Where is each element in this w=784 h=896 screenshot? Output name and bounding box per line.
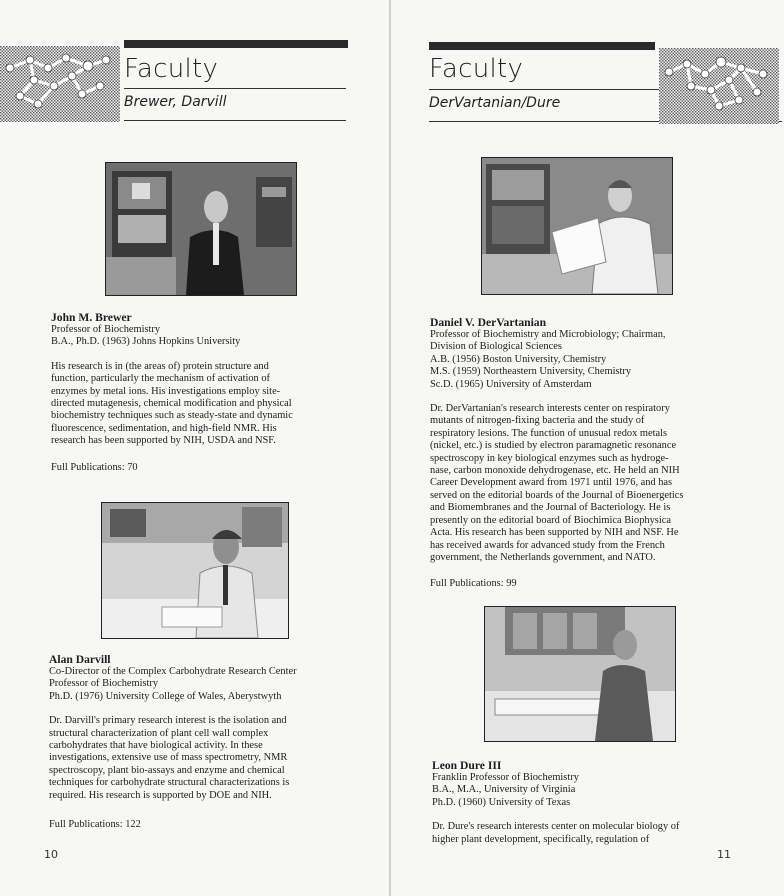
credential-line: Professor of Biochemistry bbox=[51, 324, 161, 335]
bio-line: Dr. Darvill's primary research interest is the isolation and bbox=[49, 715, 287, 727]
bio-line: nase, carbon monoxide dehydrogenase, etc. He held an NIH bbox=[430, 465, 680, 477]
header-rule-bottom bbox=[124, 120, 346, 121]
faculty-entry-brewer bbox=[51, 311, 371, 448]
bio-line: techniques for carbohydrate structural characterizations is bbox=[49, 777, 290, 789]
bio-line: Dr. Dure's research interests center on molecular biology of bbox=[432, 821, 680, 833]
credential-line: Professor of Biochemistry and Microbiology; Chairman, bbox=[430, 329, 666, 340]
photo-daniel-dervartanian bbox=[481, 157, 673, 295]
credential-line: Ph.D. (1976) University College of Wales, Aberystwyth bbox=[49, 690, 282, 702]
bio-line: Acta. His research has been supported by NIH and NSF. He bbox=[430, 527, 679, 539]
header-bar bbox=[124, 40, 348, 48]
credential-line: Franklin Professor of Biochemistry bbox=[432, 772, 579, 783]
bio-line: higher plant development, specifically, regulation of bbox=[432, 833, 650, 845]
faculty-name: Daniel V. DerVartanian bbox=[430, 316, 547, 329]
credential-line: Division of Biological Sciences bbox=[430, 341, 562, 353]
bio-line: required. His research is supported by DOE and NIH. bbox=[49, 789, 272, 801]
photo-leon-dure bbox=[484, 606, 676, 742]
bio-line: has received awards for advanced study from the French bbox=[430, 539, 665, 551]
molecule-logo bbox=[0, 46, 120, 122]
left-page bbox=[0, 0, 390, 896]
header-title: Faculty bbox=[124, 54, 219, 84]
bio-line: presently on the editorial board of Biochimica Biophysica bbox=[430, 514, 671, 526]
header-title: Faculty bbox=[429, 54, 524, 84]
bio-line: served on the editorial boards of the Journal of Bioenergetics bbox=[430, 489, 684, 501]
page-number: 11 bbox=[717, 848, 731, 861]
faculty-name: Alan Darvill bbox=[49, 653, 111, 666]
credential-line: Professor of Biochemistry bbox=[49, 678, 159, 690]
bio-line: biochemistry techniques such as steady-state and dynamic bbox=[51, 410, 293, 422]
publication-count: Full Publications: 99 bbox=[430, 578, 517, 589]
bio-line: enzymes by metal ions. His investigations employ site- bbox=[51, 385, 281, 397]
molecule-logo bbox=[659, 48, 779, 124]
bio-line: spectroscopy, plant bio-assays and enzyme and chemical bbox=[49, 764, 285, 776]
bio-line: carbohydrates that have biological activity. In these bbox=[49, 740, 263, 752]
bio-line: Dr. DerVartanian's research interests center on respiratory bbox=[430, 403, 670, 415]
faculty-entry-darvill bbox=[49, 653, 379, 802]
faculty-name: Leon Dure III bbox=[432, 759, 502, 772]
page-number: 10 bbox=[44, 848, 58, 861]
research-paragraph bbox=[49, 715, 379, 802]
credential-line: B.A., M.A., University of Virginia bbox=[432, 784, 576, 796]
credential-line: Sc.D. (1965) University of Amsterdam bbox=[430, 378, 592, 390]
credential-line: B.A., Ph.D. (1963) Johns Hopkins University bbox=[51, 336, 241, 348]
bio-line: Career Development award from 1971 until 1976, and has bbox=[430, 477, 673, 489]
research-paragraph bbox=[51, 361, 371, 448]
credential-line: Co-Director of the Complex Carbohydrate Research Center bbox=[49, 666, 297, 677]
bio-line: (nickel, etc.) is studied by electron paramagnetic resonance bbox=[430, 440, 677, 452]
header-rule-top bbox=[124, 88, 346, 89]
bio-line: directed mutagenesis, chemical modification and physical bbox=[51, 398, 292, 410]
photo-john-brewer bbox=[105, 162, 297, 296]
bio-line: spectroscopy in key biological enzymes such as hydroge- bbox=[430, 452, 669, 464]
header-subtitle: Brewer, Darvill bbox=[124, 94, 227, 110]
header-subtitle: DerVartanian/Dure bbox=[429, 95, 561, 111]
bio-line: structural characterization of plant cell wall complex bbox=[49, 727, 269, 739]
bio-line: mutants of nitrogen-fixing bacteria and the study of bbox=[430, 415, 645, 427]
research-paragraph bbox=[432, 821, 772, 846]
bio-line: fluorescence, sedimentation, and high-field NMR. His bbox=[51, 422, 277, 434]
research-paragraph bbox=[430, 403, 770, 564]
bio-line: and Biomembranes and the Journal of Bacteriology. He is bbox=[430, 502, 671, 514]
credential-line: Ph.D. (1960) University of Texas bbox=[432, 796, 571, 808]
bio-line: government, the Netherlands government, and NATO. bbox=[430, 551, 656, 563]
bio-line: His research is in (the areas of) protein structure and bbox=[51, 360, 269, 372]
bio-line: function, particularly the mechanism of activation of bbox=[51, 373, 270, 385]
faculty-entry-dure bbox=[432, 759, 772, 846]
faculty-name: John M. Brewer bbox=[51, 311, 132, 324]
publication-count: Full Publications: 122 bbox=[49, 819, 141, 830]
bio-line: investigations, extensive use of mass spectrometry, NMR bbox=[49, 752, 288, 764]
header-bar bbox=[429, 42, 655, 50]
credential-line: M.S. (1959) Northeastern University, Chemistry bbox=[430, 366, 632, 378]
bio-line: research has been supported by NIH, USDA and NSF. bbox=[51, 435, 276, 447]
credential-line: A.B. (1956) Boston University, Chemistry bbox=[430, 353, 607, 365]
header-rule-top bbox=[429, 89, 659, 90]
faculty-entry-dervartanian bbox=[430, 316, 770, 564]
bio-line: respiratory lesions. The function of unusual redox metals bbox=[430, 427, 668, 439]
right-page bbox=[391, 0, 784, 896]
publication-count: Full Publications: 70 bbox=[51, 462, 138, 473]
photo-alan-darvill bbox=[101, 502, 289, 639]
